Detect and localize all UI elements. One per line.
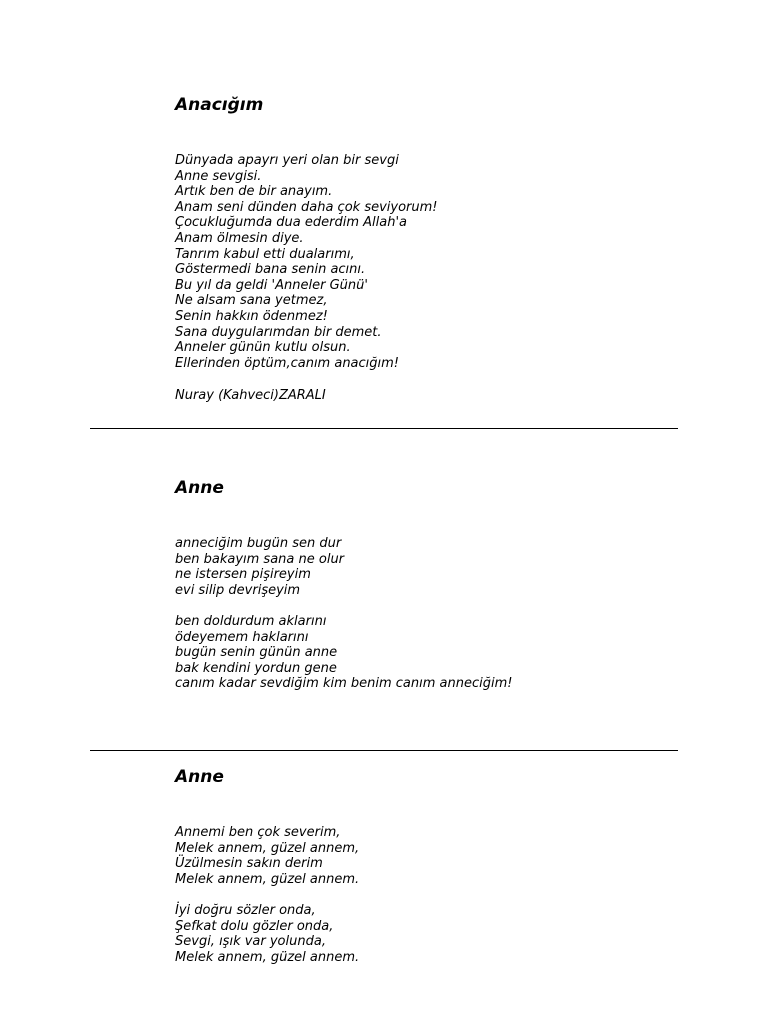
poem-line: Çocukluğumda dua ederdim Allah'a [175, 215, 408, 231]
poem-line: Anam ölmesin diye. [175, 230, 304, 246]
poem-line: Sevgi, ışık var yolunda, [175, 934, 326, 950]
poem-line: Anneler günün kutlu olsun. [175, 340, 351, 356]
poem-line: Dünyada apayrı yeri olan bir sevgi [175, 153, 399, 168]
poem-line: Melek annem, güzel annem. [175, 871, 360, 887]
poem-line: ben bakayım sana ne olur [175, 551, 345, 567]
poem-title: Anne [175, 478, 224, 498]
poem-line: Anne sevgisi. [175, 168, 262, 184]
poem-stanza [175, 825, 359, 887]
poem-line: Melek annem, güzel annem. [175, 949, 360, 965]
poem-title: Anne [175, 767, 224, 787]
poem-line: Göstermedi bana senin acını. [175, 262, 366, 278]
poem-line: Anam seni dünden daha çok seviyorum! [175, 199, 438, 215]
poem-line: bugün senin günün anne [175, 645, 338, 661]
poem-line: ne istersen pişireyim [175, 567, 311, 583]
poem-line: ödeyemem haklarını [175, 629, 309, 645]
poem-line: Sana duygularımdan bir demet. [175, 324, 382, 340]
poem-stanza [175, 903, 359, 965]
poem-line: anneciğim bugün sen dur [175, 536, 342, 551]
poem-author: Nuray (Kahveci)ZARALI [175, 388, 326, 403]
poem-line: Annemi ben çok severim, [175, 825, 341, 840]
poem-line: Tanrım kabul etti dualarımı, [175, 246, 355, 262]
section-divider [90, 428, 678, 429]
poem-stanza [175, 153, 438, 371]
poem-line: canım kadar sevdiğim kim benim canım anneciğim! [175, 676, 513, 692]
poem-line: ben doldurdum aklarını [175, 614, 327, 629]
poem-stanza [175, 614, 512, 692]
poem-line: Melek annem, güzel annem, [175, 840, 360, 856]
poem-line: Ellerinden öptüm,canım anacığım! [175, 355, 400, 371]
poem-line: Şefkat dolu gözler onda, [175, 918, 334, 934]
poem-line: Senin hakkın ödenmez! [175, 308, 328, 324]
poem-stanza [175, 536, 344, 598]
poem-line: Üzülmesin sakın derim [175, 856, 323, 872]
section-divider [90, 750, 678, 751]
poem-line: Artık ben de bir anayım. [175, 184, 333, 200]
poem-line: Ne alsam sana yetmez, [175, 293, 328, 309]
poem-line: evi silip devrişeyim [175, 582, 301, 598]
poem-line: bak kendini yordun gene [175, 660, 337, 676]
poem-line: İyi doğru sözler onda, [175, 903, 316, 918]
poem-title: Anacığım [175, 95, 264, 115]
poem-line: Bu yıl da geldi 'Anneler Günü' [175, 277, 368, 293]
